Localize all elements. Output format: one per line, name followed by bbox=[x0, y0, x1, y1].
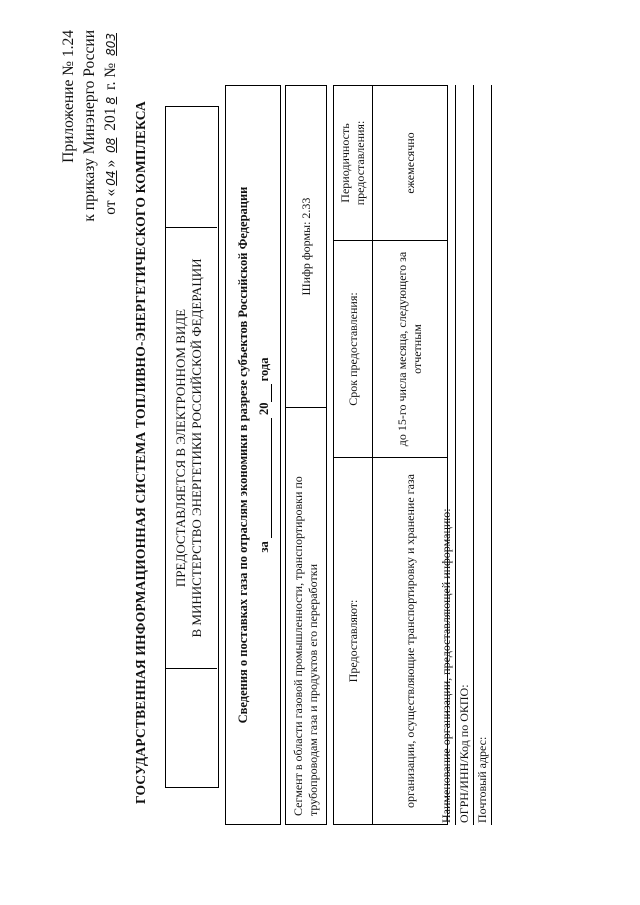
header-periodicity: Периодичность предоставления: bbox=[334, 86, 373, 241]
header-deadline: Срок предоставления: bbox=[334, 241, 373, 458]
annex-order-ref: к приказу Минэнерго России bbox=[81, 30, 98, 222]
annex-number: Приложение № 1.24 bbox=[60, 30, 77, 163]
handwritten-day: 04 bbox=[104, 170, 118, 186]
period-blank bbox=[259, 418, 272, 538]
provision-header-row bbox=[334, 86, 373, 825]
organization-info bbox=[438, 85, 492, 825]
ministry-line-2: В МИНИСТЕРСТВО ЭНЕРГЕТИКИ РОССИЙСКОЙ ФЕДЕРАЦИИ bbox=[189, 258, 204, 638]
handwritten-year: 8 bbox=[104, 96, 118, 105]
form-code: Шифр формы: 2.33 bbox=[286, 86, 327, 408]
org-address-line: Почтовый адрес: bbox=[474, 85, 492, 825]
org-ids-line: ОГРН/ИНН/Код по ОКПО: bbox=[456, 85, 474, 825]
header-providers: Предоставляют: bbox=[334, 458, 373, 825]
annex-block bbox=[58, 30, 122, 350]
deadline-value: до 15-го числа месяца, следующего за отчетным bbox=[373, 241, 448, 458]
report-title: Сведения о поставках газа по отраслям экономики в разрезе субъектов Российской Федерации bbox=[236, 186, 250, 724]
ministry-box bbox=[165, 227, 217, 669]
report-title-box bbox=[225, 85, 281, 825]
periodicity-value: ежемесячно bbox=[373, 86, 448, 241]
main-title: ГОСУДАРСТВЕННАЯ ИНФОРМАЦИОННАЯ СИСТЕМА ТОПЛИВНО-ЭНЕРГЕТИЧЕСКОГО КОМПЛЕКСА bbox=[133, 101, 148, 804]
report-period: за 20 года bbox=[257, 357, 271, 553]
segment-table bbox=[285, 85, 327, 825]
provision-table bbox=[333, 85, 448, 825]
providers-value: организации, осуществляющие транспортировку и хранение газа bbox=[373, 458, 448, 825]
year-blank bbox=[259, 384, 272, 402]
provision-row bbox=[373, 86, 448, 825]
handwritten-order-number: 803 bbox=[104, 33, 118, 56]
handwritten-month: 08 bbox=[104, 137, 118, 153]
segment-row bbox=[286, 86, 327, 825]
ministry-line-1: ПРЕДОСТАВЛЯЕТСЯ В ЭЛЕКТРОННОМ ВИДЕ bbox=[173, 308, 188, 588]
annex-date-line: от «04» 08 2018 г. № 803 bbox=[100, 30, 122, 350]
org-name-line: Наименование организации, предоставляющей информацию: bbox=[438, 85, 456, 825]
segment-description: Сегмент в области газовой промышленности, транспортировки по трубопроводам газа и продуктов его переработки bbox=[286, 408, 327, 825]
